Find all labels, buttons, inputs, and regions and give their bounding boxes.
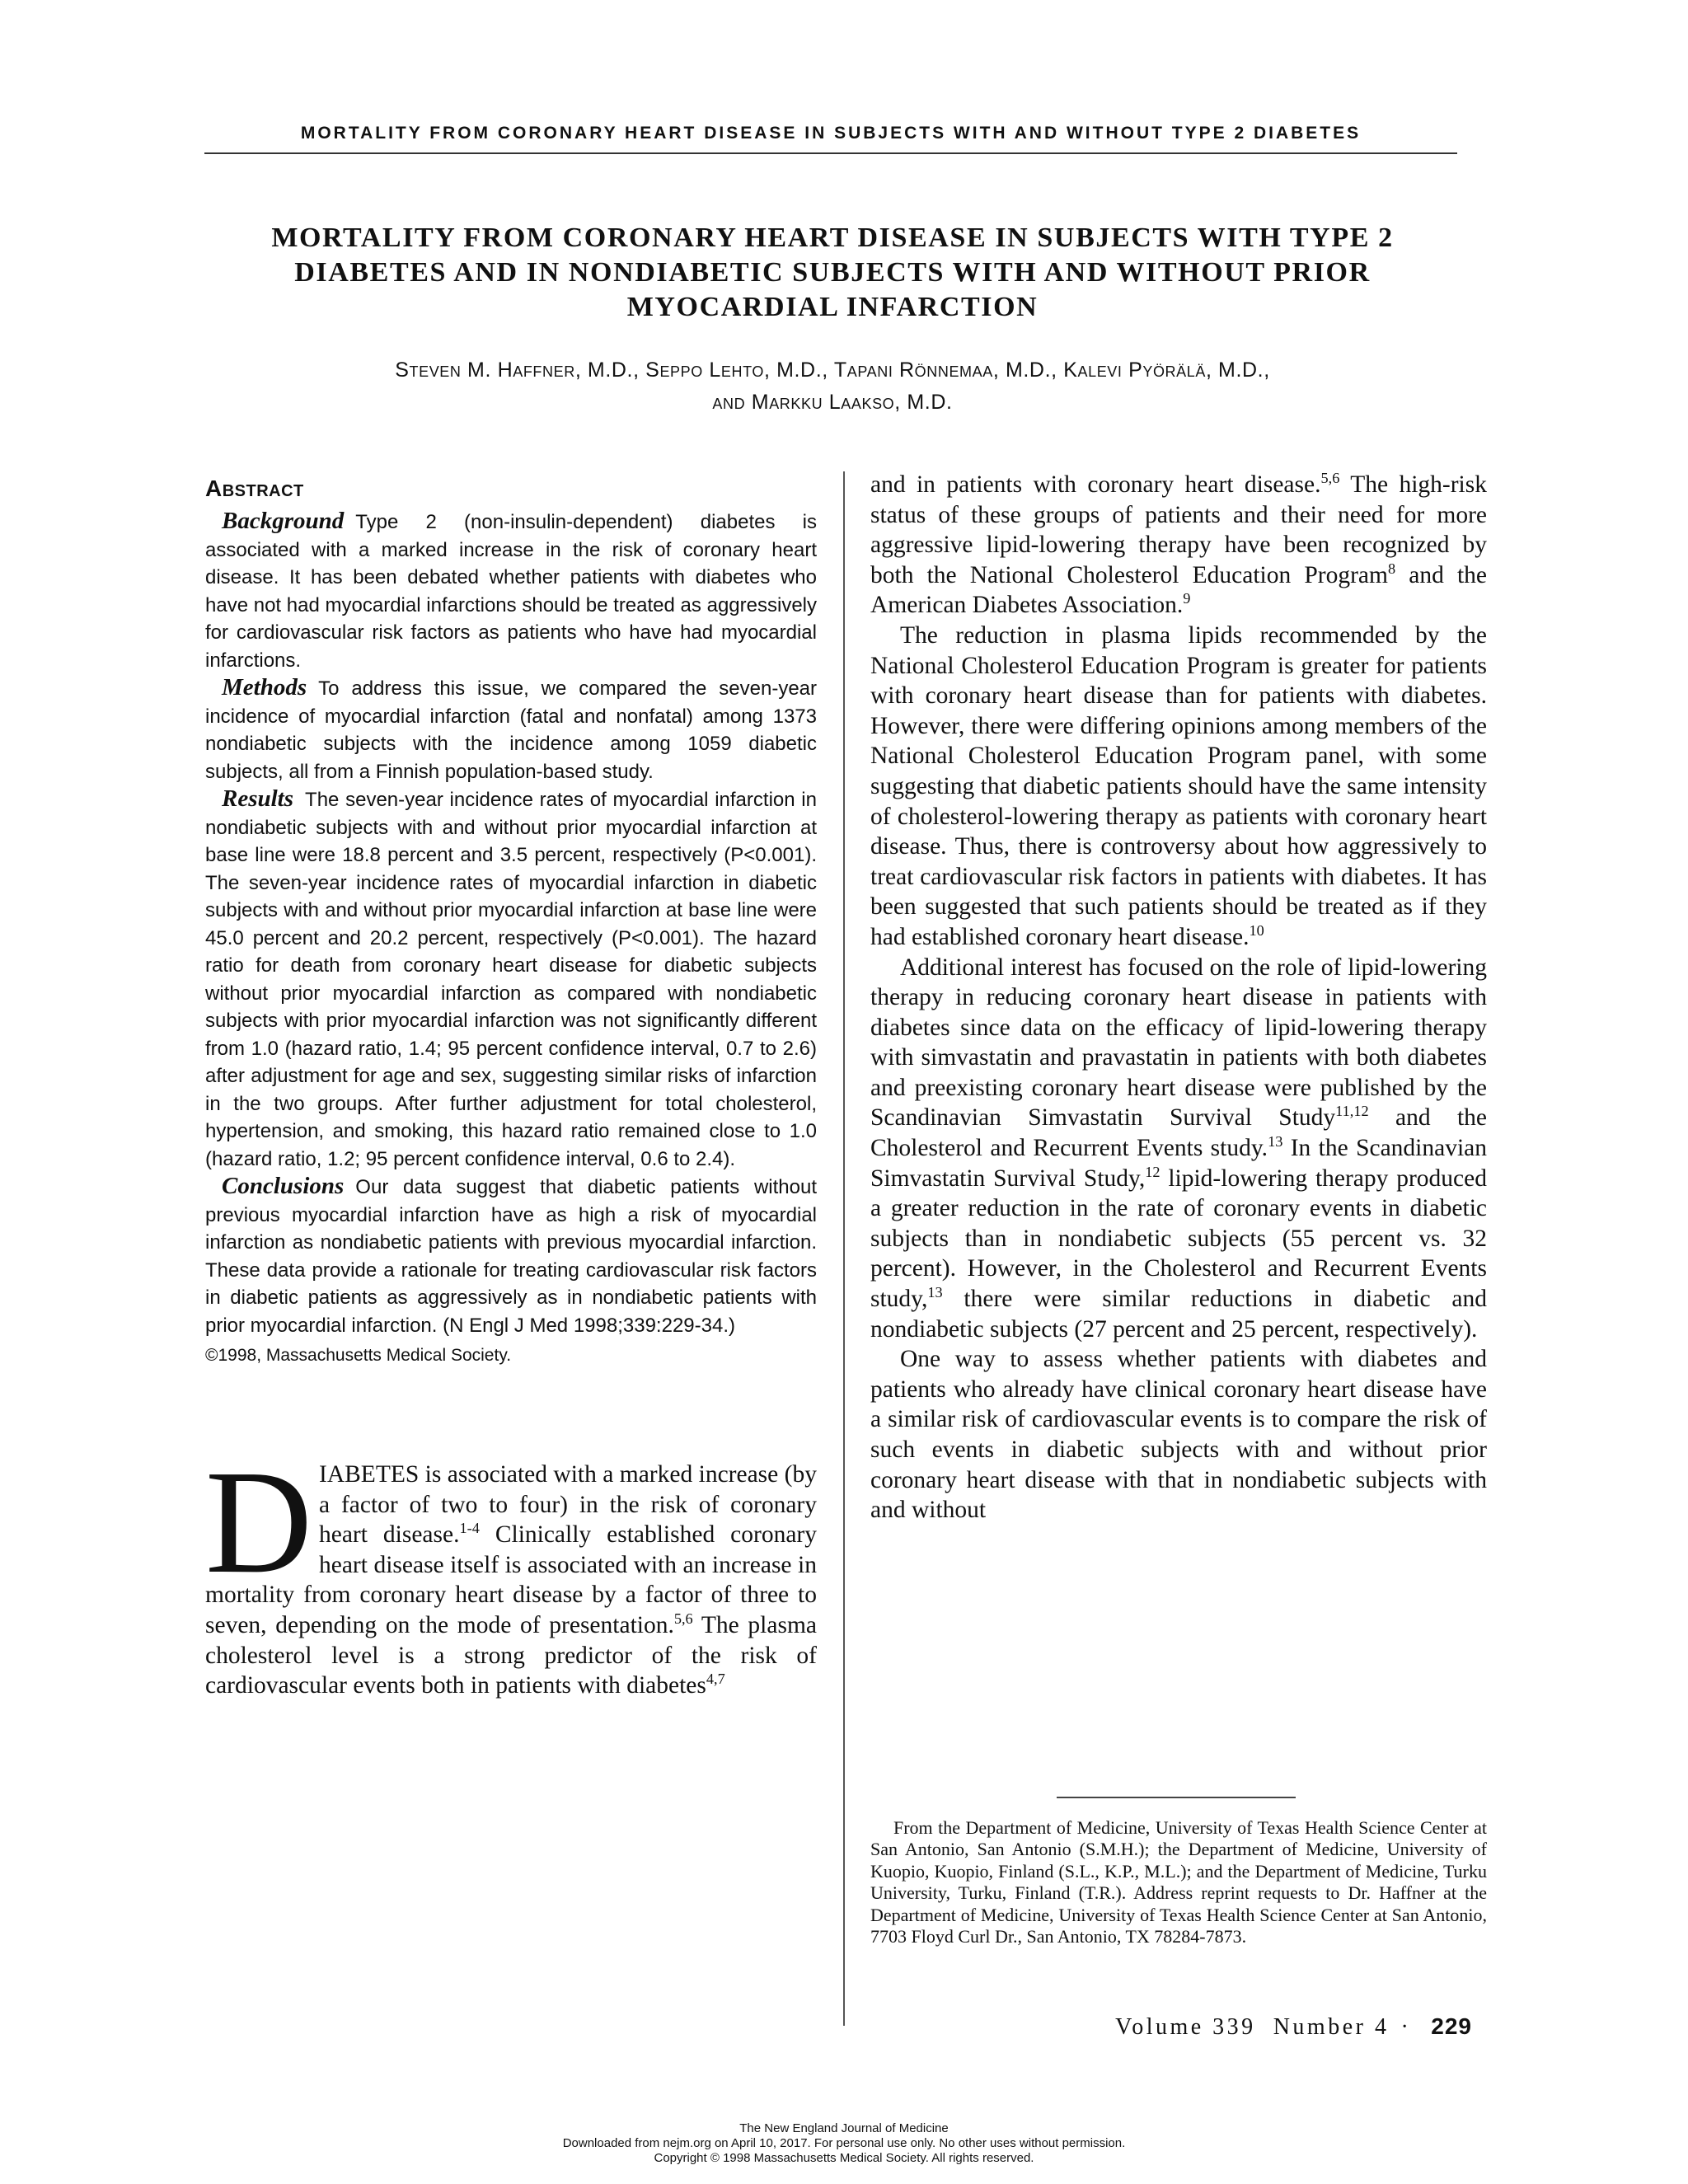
body-text: The high-risk status of these groups of patients and their need for more aggressive lipid-lowering therapy have been recognized by both the National Cholesterol Education Program	[870, 471, 1487, 588]
volume-label: Volume 339	[1115, 2014, 1256, 2040]
footnote-rule	[1057, 1797, 1296, 1798]
body-text: and the Cholesterol and Recurrent Events study.	[870, 1104, 1487, 1162]
author-line-1: Steven M. Haffner, M.D., Seppo Lehto, M.D., Tapani Rönnemaa, M.D., Kalevi Pyörälä, M.D.,	[395, 359, 1270, 382]
abstract-background-text: Type 2 (non-insulin-dependent) diabetes is associated with a marked increase in the risk of coronary heart disease. It has been debated whether patients with diabetes who have not had myocardial infarctions should be treated as aggressively for cardiovascular risk factors as patients who have had myocardial infarctions.	[205, 511, 817, 672]
right-column	[870, 470, 1487, 1526]
abstract-background-label: Background	[222, 508, 345, 534]
abstract-methods-label: Methods	[222, 674, 307, 701]
author-list	[206, 354, 1459, 419]
abstract-results	[205, 785, 817, 1173]
body-text: and the American Diabetes Association.	[870, 561, 1487, 619]
body-text: there were similar reductions in diabetic and nondiabetic subjects (27 percent and 25 percent, respectively).	[870, 1286, 1487, 1343]
abstract-methods-text: To address this issue, we compared the seven-year incidence of myocardial infarction (fatal and nonfatal) among 1373 nondiabetic subjects with the incidence among 1059 diabetic subjects, all from a Finnish population-based study.	[205, 677, 817, 783]
abstract-results-text: The seven-year incidence rates of myocardial infarction in nondiabetic subjects with and without prior myocardial infarction at base line were 18.8 percent and 3.5 percent, respectively (P<0.001). The seven-year incidence rates of myocardial infarction in diabetic subjects with and without prior myocardial infarction at base line were 45.0 percent and 20.2 percent, respectively (P<0.001). The hazard ratio for death from coronary heart disease for diabetic subjects without prior myocardial infarction as compared with nondiabetic subjects with prior myocardial infarction was not significantly different from 1.0 (hazard ratio, 1.4; 95 percent confidence interval, 0.7 to 2.6) after adjustment for age and sex, suggesting similar risks of infarction in the two groups. After further adjustment for total cholesterol, hypertension, and smoking, this hazard ratio remained close to 1.0 (hazard ratio, 1.2; 95 percent confidence interval, 0.6 to 2.4).	[205, 789, 817, 1170]
journal-name: The New England Journal of Medicine	[739, 2121, 949, 2135]
abstract-conclusions-label: Conclusions	[222, 1173, 345, 1199]
abstract-copyright: ©1998, Massachusetts Medical Society.	[205, 1346, 512, 1365]
citation: 13	[1268, 1133, 1283, 1151]
citation: 11,12	[1335, 1103, 1369, 1120]
abstract-heading: Abstract	[205, 476, 304, 501]
citation: 5,6	[1320, 470, 1340, 487]
affiliation-footnote: From the Department of Medicine, University of Texas Health Science Center at San Antonio, San Antonio (S.M.H.); the Department of Medicine, University of Kuopio, Kuopio, Finland (S.L., K.P., M.L.); and the Department of Medicine, Turku University, Turku, Finland (T.R.). Address reprint requests to Dr. Haffner at the Department of Medicine, University of Texas Health Science Center at San Antonio, 7703 Floyd Curl Dr., San Antonio, TX 78284-7873.	[870, 1817, 1487, 1947]
abstract-conclusions-text: Our data suggest that diabetic patients without previous myocardial infarction have as high a risk of myocardial infarction as nondiabetic patients with previous myocardial infarction. These data provide a rationale for treating cardiovascular risk factors in diabetic patients as aggressively as in nondiabetic patients with prior myocardial infarction. (N Engl J Med 1998;339:229-34.)	[205, 1176, 817, 1337]
intro-text: Clinically established coronary heart disease itself is associated with an increase in mortality from coronary heart disease by a factor of three to seven, depending on the mode of presentation.	[205, 1521, 817, 1638]
page-number: 229	[1431, 2013, 1472, 2039]
body-text: The reduction in plasma lipids recommended by the National Cholesterol Education Program is greater for patients with coronary heart disease than for patients with diabetes. However, there were differing opinions among members of the National Cholesterol Education Program panel, with some suggesting that diabetic patients should have the same intensity of cholesterol-lowering therapy as patients with coronary heart disease. Thus, there is controversy about how aggressively to treat cardiovascular risk factors in patients with diabetes. It has been suggested that such patients should be treated as if they had established coronary heart disease.	[870, 621, 1487, 950]
citation: 13	[927, 1284, 943, 1301]
folio-separator: ·	[1400, 2014, 1412, 2040]
citation: 1-4	[459, 1520, 480, 1537]
citation: 4,7	[706, 1671, 725, 1688]
download-notice	[0, 2121, 1688, 2166]
citation: 5,6	[673, 1610, 693, 1628]
citation: 9	[1183, 590, 1191, 607]
citation: 12	[1145, 1163, 1160, 1180]
drop-cap: D	[205, 1440, 312, 1604]
intro-text: IABETES is associated with a marked increase (by a factor of two to four) in the risk of coronary heart disease.	[319, 1461, 817, 1549]
intro-text: The plasma cholesterol level is a strong predictor of the risk of cardiovascular events both in patients with diabetes	[205, 1611, 817, 1699]
left-column	[205, 470, 817, 1701]
abstract-results-label: Results	[222, 785, 294, 812]
body-text: In the Scandinavian Simvastatin Survival Study,	[870, 1135, 1487, 1192]
intro-paragraph	[205, 1440, 817, 1701]
download-line: Downloaded from nejm.org on April 10, 2017. For personal use only. No other uses without permission.	[562, 2136, 1126, 2150]
body-text: and in patients with coronary heart disease.	[870, 471, 1321, 498]
body-paragraph-2	[870, 621, 1487, 953]
page-folio	[1115, 2013, 1472, 2041]
article-title: MORTALITY FROM CORONARY HEART DISEASE IN SUBJECTS WITH TYPE 2 DIABETES AND IN NONDIABETIC SUBJECTS WITH AND WITHOUT PRIOR MYOCARDIAL INFARCTION	[271, 223, 1394, 322]
body-text: lipid-lowering therapy produced a greater reduction in the rate of coronary events in diabetic subjects than in nondiabetic subjects (55 percent vs. 32 percent). However, in the Cholesterol and Recurrent Events study,	[870, 1165, 1487, 1313]
copyright-line: Copyright © 1998 Massachusetts Medical Society. All rights reserved.	[654, 2151, 1034, 2165]
abstract-conclusions	[205, 1173, 817, 1339]
body-paragraph-4: One way to assess whether patients with diabetes and patients who already have clinical coronary heart disease have a similar risk of cardiovascular events is to compare the risk of such events in diabetic subjects with and without prior coronary heart disease with that in nondiabetic subjects with and without	[870, 1346, 1487, 1524]
abstract-background	[205, 508, 817, 674]
author-line-2: and Markku Laakso, M.D.	[712, 391, 953, 414]
citation: 10	[1249, 922, 1264, 940]
citation: 8	[1387, 560, 1396, 577]
body-text: Additional interest has focused on the role of lipid-lowering therapy in reducing coronary heart disease in patients with diabetes since data on the efficacy of lipid-lowering therapy with simvastatin and pravastatin in patients with both diabetes and preexisting coronary heart disease were published by the Scandinavian Simvastatin Survival Study	[870, 954, 1487, 1132]
abstract-methods	[205, 674, 817, 785]
running-head: MORTALITY FROM CORONARY HEART DISEASE IN SUBJECTS WITH AND WITHOUT TYPE 2 DIABETES	[300, 124, 1362, 143]
issue-label: Number 4	[1273, 2014, 1390, 2040]
column-divider	[843, 471, 845, 2026]
header-rule	[204, 152, 1457, 154]
body-paragraph-1	[870, 470, 1487, 621]
body-paragraph-3	[870, 953, 1487, 1345]
